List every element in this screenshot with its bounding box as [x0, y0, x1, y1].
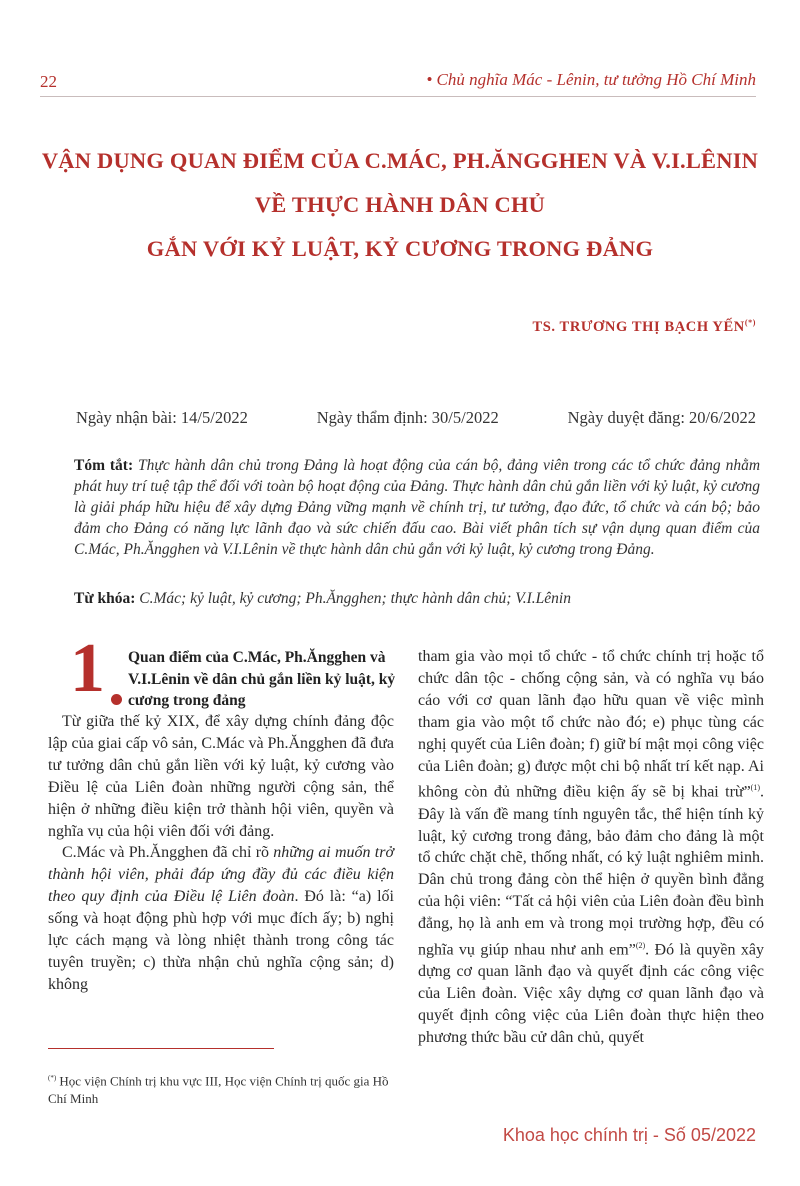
- keywords-label: Từ khóa:: [74, 590, 136, 607]
- footnote: [48, 1069, 398, 1108]
- left-paragraph-1: Từ giữa thế kỷ XIX, để xây dựng chính đảng độc lập của giai cấp vô sản, C.Mác và Ph.Ăngghen đã đưa tư tưởng dân chủ gắn liền với kỷ luật, kỷ cương vào Điều lệ của Liên đoàn những người cộng sản, thể hiện ở những điều kiện trở thành hội viên, quyền và nghĩa vụ của hội viên đối với đảng.: [48, 713, 394, 840]
- header-divider: [40, 96, 756, 97]
- article-title-line-3: GẮN VỚI KỶ LUẬT, KỶ CƯƠNG TRONG ĐẢNG: [146, 236, 654, 261]
- author-byline: [532, 318, 756, 336]
- right-p1-part-a: tham gia vào mọi tổ chức - tổ chức chính trị hoặc tổ chức dân tộc - chống cộng sản, và có nghĩa vụ báo cáo với cơ quan lãnh đạo hữu quan về việc mình tham gia vào một tổ chức nào đó; e) phục tùng các nghị quyết của Liên đoàn; f) giữ bí mật mọi công việc của Liên đoàn; g) được một chi bộ nhất trí kết nạp. Ai không còn đủ những điều kiện ấy sẽ bị khai trừ”: [418, 648, 764, 801]
- author-note-mark: (*): [744, 318, 756, 327]
- section-heading: Quan điểm của C.Mác, Ph.Ăngghen và V.I.Lênin về dân chủ gắn liền kỷ luật, kỷ cương trong đảng: [128, 649, 396, 709]
- right-p1-part-c: . Đó là quyền xây dựng cơ quan lãnh đạo và quyết định các công việc của Liên đoàn. Việc xây dựng cơ quan lãnh đạo và quyết định công việc của Liên đoàn thực hiện theo phương thức bầu cử dân chủ, quyết: [418, 941, 764, 1047]
- abstract-label: Tóm tắt:: [74, 457, 134, 474]
- left-p2-emphasis: những ai muốn trở thành hội viên, phải đáp ứng đầy đủ các điều kiện theo quy định của Điều lệ Liên đoàn: [48, 844, 395, 906]
- footnote-divider: [48, 1048, 274, 1049]
- left-p2-quote: . Đó là: “a) lối sống và hoạt động phù hợp với mục đích ấy; b) nghị lực cách mạng và lòng nhiệt thành trong công tác tuyên truyền; c) thừa nhận chủ nghĩa cộng sản; d) không: [48, 888, 394, 993]
- right-column: [418, 646, 764, 1049]
- footnote-ref-1: (1): [750, 783, 760, 793]
- date-approved: Ngày duyệt đăng: 20/6/2022: [567, 408, 756, 427]
- left-paragraph-2: [48, 842, 394, 995]
- footnote-text: Học viện Chính trị khu vực III, Học viện Chính trị quốc gia Hồ Chí Minh: [48, 1073, 389, 1107]
- author-name: TS. TRƯƠNG THỊ BẠCH YẾN: [532, 318, 745, 335]
- abstract-text: Thực hành dân chủ trong Đảng là hoạt động của cán bộ, đảng viên trong các tổ chức đảng nhằm phát huy trí tuệ tập thể đối với toàn bộ hoạt động của Đảng. Thực hành dân chủ gắn liền với kỷ luật, kỷ cương là giải pháp hữu hiệu để xây dựng Đảng vững mạnh về chính trị, tư tưởng, đạo đức, tổ chức và cán bộ; bảo đảm cho Đảng có năng lực lãnh đạo và sức chiến đấu cao. Bài viết phân tích sự vận dụng quan điểm của C.Mác, Ph.Ăngghen và V.I.Lênin về thực hành dân chủ gắn với kỷ luật, kỷ cương trong Đảng.: [74, 457, 761, 558]
- abstract: [74, 455, 760, 560]
- page-number: 22: [40, 72, 57, 91]
- keywords-text: C.Mác; kỷ luật, kỷ cương; Ph.Ăngghen; thực hành dân chủ; V.I.Lênin: [139, 590, 571, 607]
- right-paragraph-1: [418, 646, 764, 1049]
- article-title-line-2: VỀ THỰC HÀNH DÂN CHỦ: [254, 192, 546, 217]
- running-title: • Chủ nghĩa Mác - Lênin, tư tưởng Hồ Chí Minh: [426, 70, 756, 89]
- article-title-line-1: VẬN DỤNG QUAN ĐIỂM CỦA C.MÁC, PH.ĂNGGHEN VÀ V.I.LÊNIN: [41, 148, 759, 173]
- footnote-ref-2: (2): [635, 941, 646, 951]
- left-column: [48, 711, 394, 996]
- keywords: [74, 588, 760, 609]
- section-bullet-icon: [111, 694, 122, 705]
- journal-footer: Khoa học chính trị - Số 05/2022: [502, 1125, 756, 1145]
- left-p2-start: C.Mác và Ph.Ăngghen đã chỉ rõ: [62, 844, 274, 862]
- footnote-mark: (*): [48, 1074, 57, 1082]
- article-dates: [76, 408, 756, 428]
- date-reviewed: Ngày thẩm định: 30/5/2022: [316, 408, 499, 427]
- right-p1-part-b: . Đây là vấn đề mang tính nguyên tắc, thể hiện tính kỷ luật, kỷ cương trong đảng, bảo đảm cho đảng là một tổ chức chặt chẽ, thống nhất, có kỷ luật nghiêm minh. Dân chủ trong đảng còn thể hiện ở quyền bình đẳng của hội viên: “Tất cả hội viên của Liên đoàn đều bình đẳng, họ là anh em và trong mọi trường hợp, đều có nghĩa vụ giúp nhau như anh em”: [418, 783, 764, 959]
- section-number: 1: [70, 630, 105, 707]
- date-received: Ngày nhận bài: 14/5/2022: [76, 408, 248, 427]
